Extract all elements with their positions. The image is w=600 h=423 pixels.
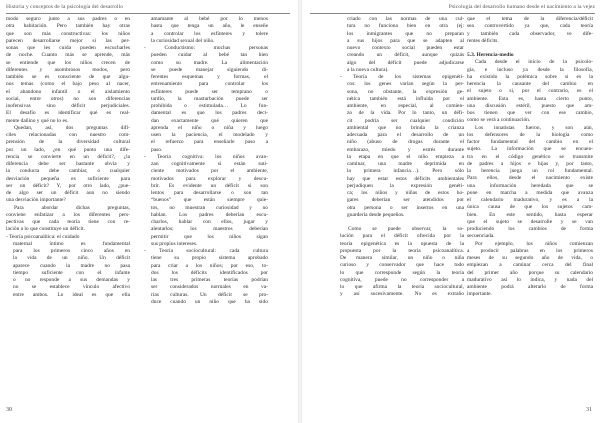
text-line: no se establece vínculo afectivo [13, 284, 130, 291]
text-line: perjudiquen la expresión genéti- [347, 182, 464, 189]
text-line: secuenciada. [467, 233, 495, 240]
text-line: nuevo contexto social pueden estar [347, 45, 464, 51]
right-header-rule [310, 13, 595, 14]
text-line: tiene su propio sistema aprobado [151, 255, 268, 262]
text-line: las tres primeras teorías podrían [151, 277, 268, 283]
text-line: usen la paciencia, el modelado y [151, 132, 268, 138]
text-line: dan exactamente qué quieren que [151, 117, 268, 124]
text-line: empiezan a caminar cerca del final [467, 262, 593, 269]
text-line: sujeto. La información que se encuen- [467, 146, 593, 153]
text-line: Por ejemplo, los niños comienzan [475, 240, 593, 247]
text-line: cit podría ser cualquier condición [347, 117, 464, 124]
right-running-head: Psicología del desarrollo humano desde el nacimiento a la vejez [448, 4, 595, 10]
text-line: de padres a hijos e hijas y, por tanto, [467, 160, 593, 167]
text-line: alentarlos; los maestros deberían [151, 226, 268, 233]
text-line: tura no funciona bien en otra (ej: [347, 23, 464, 30]
text-line: los defensores de la biología como [467, 131, 593, 138]
text-line: que el tema de la diferencia/déficit [467, 16, 593, 22]
text-line: charlos, hablar con ellos, jugar y [151, 219, 268, 225]
text-line: gares deberían ser atendidos por [347, 197, 464, 204]
text-line: De manera similar, un niño o niña [340, 255, 464, 262]
text-line: lación a lo que constituye un déficit. [6, 226, 85, 233]
text-line: el abandono infantil o el aislamiento [6, 88, 130, 95]
text-line: el sujeto o si, por el contrario, es el [467, 88, 593, 95]
text-line: brir. Es evidente un déficit si son [151, 182, 268, 189]
text-line: el calendario madurativo, y es a la [467, 197, 593, 204]
text-line: por un lado, ¿en qué punto una dife- [6, 146, 130, 153]
text-line: teoría epigenética es la opuesta de la [340, 240, 464, 247]
text-line: propuesta por la teoría psicoanalítica. [340, 247, 464, 254]
text-line: diferentes y asombrosos modos, pero [6, 66, 130, 73]
left-column-2 [144, 16, 268, 306]
text-line: lo que corresponde según la teoría [340, 269, 464, 276]
text-line: la etapa en que el niño empieza a [347, 153, 464, 160]
text-line: la primera infancia…). Pero sólo [347, 168, 464, 175]
text-line: produciendo los cambios de forma [467, 226, 593, 233]
text-line: mente dañino y qué no lo es. [6, 117, 69, 124]
text-line: del primer año porque su calendario [467, 269, 593, 276]
text-line: conviene enfatizar a los diferentes pers- [6, 211, 130, 218]
text-line: una discusión estéril, puesto que am- [467, 102, 593, 109]
text-line: adecuada para el desarrollo de un [347, 132, 464, 138]
text-line: ambiente, en especial, al comien- [347, 103, 464, 109]
text-line: rentes déficits. [467, 37, 499, 44]
text-line: Para abordar dichas preguntas, [14, 204, 130, 211]
text-line: parecen desarrollarse mejor si las per- [6, 37, 130, 44]
text-line: El desafío es identificar qué es real- [6, 110, 130, 117]
text-line: sona, no obstante, la expresión ge- [347, 88, 464, 95]
text-line: a producir palabras en los primeros [467, 247, 593, 254]
text-line: sus propios intereses. [151, 240, 198, 247]
text-line: “buenos” que están siempre quie- [151, 197, 268, 204]
text-line: para los primeros cinco años en [13, 248, 130, 254]
text-line: embarazo, miedo y estrés durante [347, 146, 464, 153]
text-line: paso. [151, 146, 163, 153]
right-column-1 [340, 16, 464, 299]
text-line: Los innatistas fueron, y son aún, [475, 124, 593, 131]
text-line: Quedan, así, dos preguntas difí- [14, 124, 130, 131]
text-line: caminar, una madre deprimida en [347, 161, 464, 167]
text-line: otra persona o ser insertos en una [347, 204, 464, 211]
right-page-number: 31 [586, 407, 592, 413]
text-line: de noche. Cuanto más se aprende, más [6, 52, 130, 59]
text-line: meses de su segundo año de vida, o [467, 255, 593, 262]
text-line: sea controvertido ya que, cada teoría [467, 23, 593, 30]
text-line: rencia se convierte en un déficit?, ¿la [6, 153, 130, 160]
text-line: - Teoría sociocultural: cada cultura [144, 248, 268, 254]
text-line: el refuerzo para enseñarle paso a [151, 139, 268, 146]
text-line: factor fundamental del cambio en el [467, 139, 593, 146]
text-line: - Conductismo: muchas personas [144, 45, 268, 51]
text-line: social, entre otros) no son diferencias [6, 95, 130, 102]
text-line: lentos para desarrollarse o son tan [151, 190, 268, 196]
text-line: como se verá a continuación. [467, 117, 531, 124]
text-line: inofensivas sino déficit perjudiciales. [6, 103, 130, 109]
text-line: ca; los niños y niñas de estos ho- [347, 190, 464, 196]
text-line: bien. En este sentido, hasta esperar [467, 211, 593, 218]
text-line: ambiental que no brinda la crianza [347, 124, 464, 131]
text-line: otra habitación. Pero también hay otras [6, 23, 130, 30]
text-line: la curiosidad sexual del niño. [151, 37, 215, 44]
text-line: madurativo así lo indica, y nada del [467, 276, 593, 283]
text-line: a controlar los esfínteres y tolere [151, 30, 268, 37]
text-line: como su madre. La alimentación [151, 59, 268, 66]
text-line: zo de la vida. Por lo tanto, un défi- [347, 110, 464, 117]
text-line: herencia la causante del cambio en [467, 81, 593, 88]
text-line: ambiente. Esta es, hasta cierto punto, [467, 95, 593, 102]
text-line: - Teoría de los sistemas epigenéti- [340, 74, 464, 80]
text-line: la conducta debe cambiar, o cualquier [6, 168, 130, 175]
text-line: prohibida o estimulada… Lo fun- [151, 103, 268, 109]
text-line: ha existido la polémica sobre si es la [467, 73, 593, 80]
text-line: Cada desde el inicio de la psicolo- [475, 59, 593, 66]
text-line: única causa de que los sujetos cam- [467, 204, 593, 211]
text-line: diferencia debe ser bastante obvia y [6, 161, 130, 167]
text-line: ciente motivados por el ambiente, [151, 168, 268, 175]
text-line: a la nueva cultura). [347, 66, 389, 73]
text-line: lo que afirma la teoría sociocultural, [340, 284, 464, 291]
right-column-2 [467, 16, 593, 299]
text-line: zan cognitivamente si están suti- [151, 161, 268, 167]
text-line: bos tienen que ver con ese cambio, [467, 110, 593, 117]
text-line: duce cuando un niño que ha sido [151, 298, 268, 305]
text-line: sonas que les cuida pueden escucharles [6, 45, 130, 51]
text-line: entrenamiento para controlar los [151, 81, 268, 88]
text-line: esfínteres puede ser temprano o [151, 88, 268, 95]
left-page [0, 0, 298, 423]
text-line: lución para el déficit ofrecida por la [340, 233, 464, 240]
text-line: criado con las normas de una cul- [347, 16, 464, 22]
text-line: pone en marcha a medida que avanza [467, 189, 593, 196]
text-line: los inmigrantes que no preparan [347, 30, 464, 37]
text-line: y así sucesivamente. No es extraño [340, 291, 464, 298]
right-page [302, 0, 600, 423]
text-line: ciles relacionadas con nuestro com- [6, 132, 130, 138]
text-line: ferentes esquemas y formas, el [151, 74, 268, 80]
left-column-1 [6, 16, 130, 299]
text-line: tardío, la masturbación puede ser [151, 95, 268, 102]
text-line: que son más constructivas: los niños [6, 30, 130, 37]
text-line: que el sujeto se desarrolle y se van [467, 218, 593, 225]
text-line: pectivas que cada teoría tiene con re- [6, 219, 130, 225]
text-line: pueden cuidar al bebé tan bien [151, 52, 268, 59]
text-line: rias culturas. Un déficit se pro- [151, 291, 268, 298]
text-line: o no responde a sus demandas y [13, 277, 130, 283]
text-line: modo seguro junto a sus padres o en [6, 16, 130, 22]
text-line: Como se puede observar, la so- [348, 226, 464, 233]
left-page-number: 30 [6, 407, 12, 413]
text-line: aprenda el niño o niña y luego [151, 124, 268, 131]
text-line: cos: los genes varían según la per- [347, 81, 464, 88]
text-line: creando un déficit, aunque quizás [347, 52, 464, 59]
text-line: - Teoría psicoanalítica: el cuidado [6, 233, 80, 240]
text-line: tos, no muestran curiosidad y no [151, 204, 268, 211]
text-line: ambiente podrá alterarlo de forma [467, 284, 593, 291]
text-line: permitir que los niños sigan [151, 233, 268, 240]
text-line: motivados para explorar y descu- [151, 175, 268, 182]
text-line: nética también está influida por el [347, 95, 464, 102]
text-line: a sus hijos para que se adapten al [347, 37, 464, 44]
text-line: la herencia juega un rol fundamental. [467, 168, 593, 175]
text-line: también se es consciente de que algu- [6, 74, 130, 80]
text-line: hablan. Los padres deberían escu- [151, 211, 268, 218]
text-line: y también cada observador, ve dife- [467, 30, 593, 37]
text-line: Para ellos, desde el nacimiento existe [467, 175, 593, 182]
text-line: ser un déficit? Y, por otro lado, ¿pue- [6, 182, 130, 189]
text-line: algo del déficit puede adjudicarse [347, 59, 464, 66]
text-line: hay que estar estos déficits ambientales [347, 175, 464, 182]
text-line: para criar a los niños; por eso, to- [151, 262, 268, 269]
text-line: ser considerados normales en va- [151, 284, 268, 291]
text-line: prensión de la diversidad cultural [6, 139, 130, 146]
text-line: damental es que los padres deci- [151, 110, 268, 117]
text-line: aparece cuando la madre no pasa [13, 262, 130, 269]
text-line: nos temas (como el bajo peso al nacer, [6, 81, 130, 88]
text-line: una información heredada que se [467, 182, 593, 189]
text-line: maternal íntimo es fundamental [13, 240, 130, 247]
text-line: - Teoría cognitiva: los niños avan- [144, 153, 268, 160]
text-line: curioso y conservador que hace todo [340, 262, 464, 269]
text-line: se entiende que los niños crecen de [6, 59, 130, 66]
section-heading: 5.3. Herencia-medio [467, 52, 514, 59]
text-line: amamante al bebé por lo menos [151, 16, 268, 22]
left-running-head: Historia y conceptos de la psicología del desarrollo [6, 4, 124, 10]
text-line: importante. [467, 291, 492, 298]
text-line: la vida de un niño. Un déficit [13, 255, 130, 262]
text-line: guardería desde pequeños. [347, 211, 405, 218]
text-line: desviación pequeña es suficiente para [6, 175, 130, 182]
text-line: tra en el código genético se transmite [467, 153, 593, 160]
left-header-rule [6, 13, 290, 14]
text-line: entre ambos. Lo ideal es que ella [13, 291, 130, 298]
text-line: de algo ser un déficit aun no siendo [6, 190, 130, 196]
text-line: una desviación importante? [6, 197, 66, 204]
text-line: cognitiva, puede no corresponder a [340, 276, 464, 283]
text-line: hasta que tenga un año, le enseñe [151, 23, 268, 30]
text-line: dos los déficits identificados por [151, 269, 268, 276]
text-line: tiempo suficiente con el infante [13, 269, 130, 276]
text-line: gía, e incluso ya desde la filosofía, [467, 66, 593, 73]
text-line: se puede manejar siguiendo di- [151, 66, 268, 73]
text-line: niño (abuso de drogas durante el [347, 139, 464, 146]
